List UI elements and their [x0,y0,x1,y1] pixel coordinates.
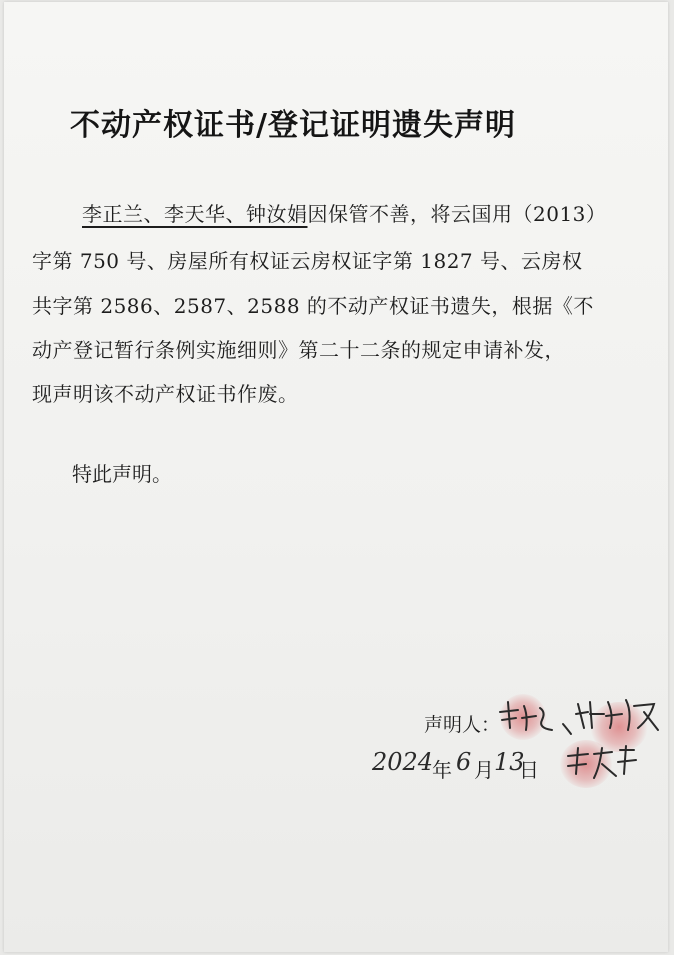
body-line-1 [72,198,672,227]
handwritten-signature-1 [496,698,558,738]
body-line-2: 字第 750 号、房屋所有权证云房权证字第 1827 号、云房权 [32,249,583,273]
date-month: 6 [456,748,472,776]
handwritten-signature-3 [564,744,640,784]
body-line-5: 现声明该不动产权证书作废。 [32,382,299,406]
declarant-names: 李正兰、李天华、钟汝娟 [82,202,308,226]
document-title: 不动产权证书/登记证明遗失声明 [70,108,516,143]
body-line-4: 动产登记暂行条例实施细则》第二十二条的规定申请补发， [32,338,565,362]
date-year: 2024 [372,748,434,776]
handwritten-signature-2 [574,694,662,738]
date-day-char: 日 [519,758,540,782]
date-day: 13 [494,748,525,776]
body-line-1-text: 因保管不善，将云国用（2013） [307,202,607,226]
date-month-char: 月 [474,758,495,782]
date-year-char: 年 [432,758,453,782]
document-page [4,2,668,952]
declarant-label: 声明人： [424,714,501,736]
closing-statement: 特此声明。 [72,462,172,486]
body-line-3: 共字第 2586、2587、2588 的不动产权证书遗失，根据《不 [32,294,594,318]
handwritten-separator [560,718,574,738]
